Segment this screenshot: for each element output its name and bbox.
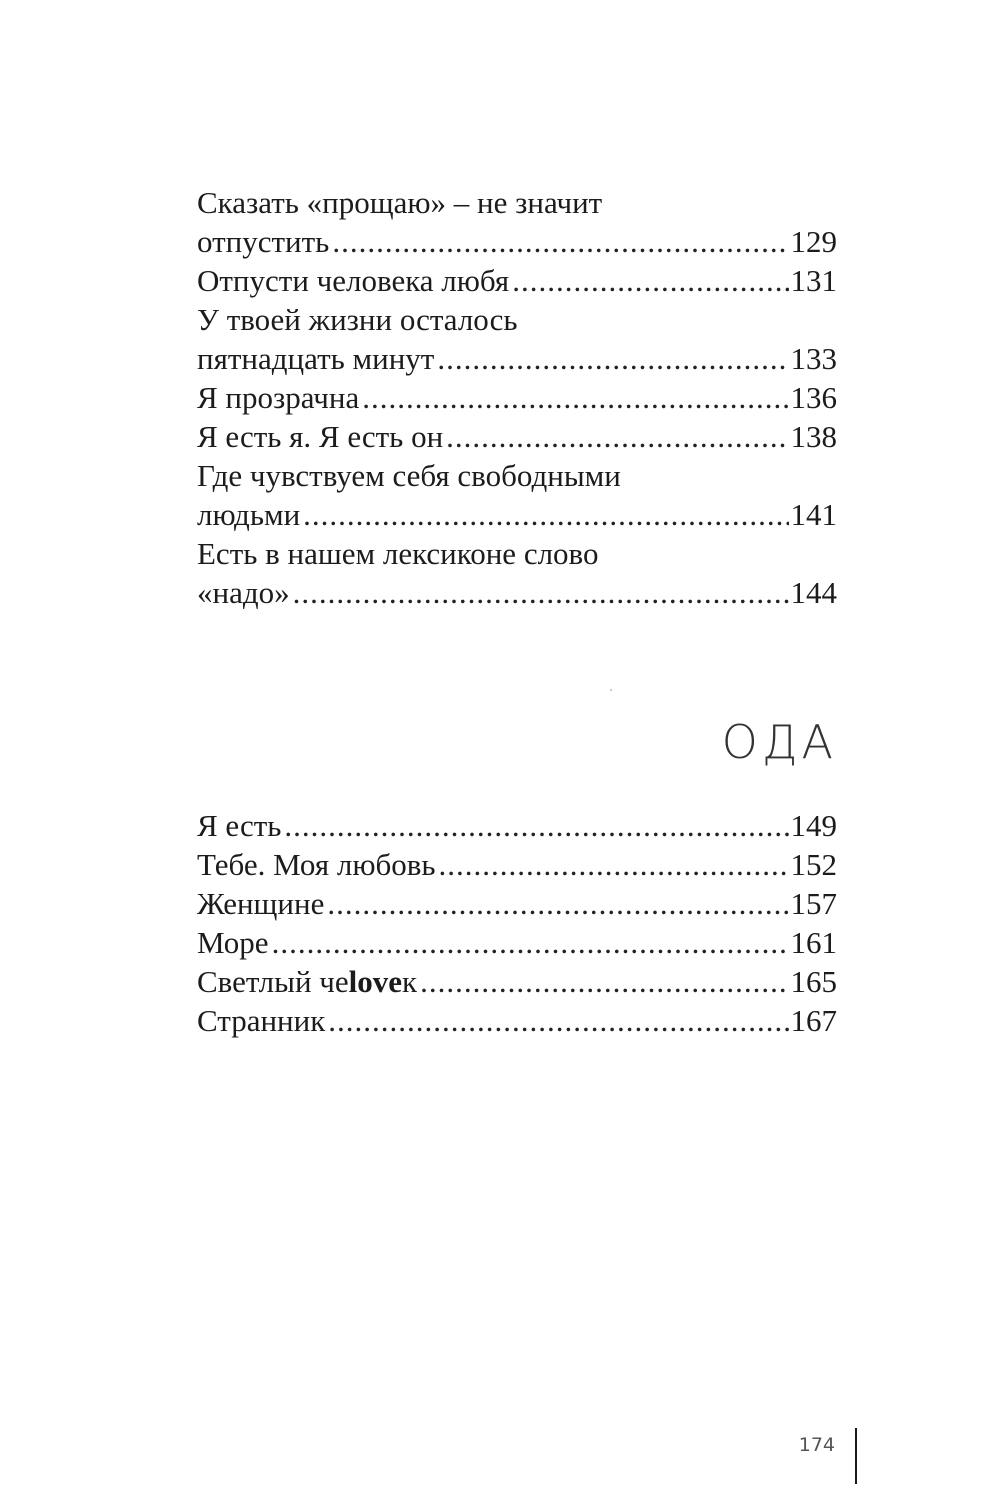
toc-page-number: 136 — [790, 380, 837, 415]
toc-entry-line — [197, 261, 837, 300]
page-number: 174 — [798, 1434, 835, 1456]
dot-leader — [293, 573, 789, 612]
toc-entry-title: отпустить — [197, 224, 330, 259]
folio-rule — [855, 1428, 857, 1484]
toc-entry-title: Я есть я. Я есть он — [197, 419, 444, 454]
toc-entry — [197, 456, 837, 534]
toc-title-bold-part: love — [348, 964, 403, 999]
toc-entry-title: Странник — [197, 1003, 326, 1038]
dot-leader — [328, 1001, 788, 1040]
toc-title-part: к — [402, 964, 418, 999]
toc-page-number: 141 — [790, 497, 837, 532]
toc-page-number: 167 — [790, 1003, 837, 1038]
toc-entry-line — [197, 884, 837, 923]
toc-entry-title: Отпусти человека любя — [197, 263, 510, 298]
toc-entry — [197, 1001, 837, 1040]
toc-entry-line — [197, 923, 837, 962]
toc-entry — [197, 417, 837, 456]
toc-entry-title: «надо» — [197, 575, 290, 610]
toc-entry-line — [197, 534, 837, 573]
toc-list-part-1 — [197, 183, 837, 612]
toc-entry-title: Где чувствуем себя свободными — [197, 458, 621, 493]
toc-page-number: 157 — [790, 886, 837, 921]
toc-list-part-2 — [197, 806, 837, 1040]
toc-entry — [197, 962, 837, 1001]
dot-leader — [284, 806, 788, 845]
toc-title-part: Светлый че — [197, 964, 349, 999]
toc-entry-line — [197, 222, 837, 261]
toc-entry — [197, 300, 837, 378]
toc-entry-line — [197, 183, 837, 222]
toc-entry-title: Я прозрачна — [197, 380, 360, 415]
dot-leader — [439, 845, 789, 884]
dot-leader — [362, 378, 788, 417]
toc-entry — [197, 261, 837, 300]
toc-entry-line — [197, 339, 837, 378]
toc-entry-title: Море — [197, 925, 269, 960]
dot-leader — [512, 261, 788, 300]
toc-entry-line — [197, 300, 837, 339]
toc-entry — [197, 534, 837, 612]
dot-leader — [327, 884, 788, 923]
toc-page-number: 144 — [790, 575, 837, 610]
toc-page-number: 129 — [790, 224, 837, 259]
section-title: ОДА — [721, 715, 837, 769]
toc-page-number: 149 — [790, 808, 837, 843]
dot-leader — [437, 339, 788, 378]
toc-entry-title: У твоей жизни осталось — [197, 302, 518, 337]
toc-page-number: 152 — [790, 847, 837, 882]
dot-leader — [420, 962, 788, 1001]
toc-page-number: 161 — [790, 925, 837, 960]
toc-entry-line — [197, 962, 837, 1001]
dot-leader — [303, 495, 788, 534]
toc-page-number: 133 — [790, 341, 837, 376]
toc-entry-title: Есть в нашем лексиконе слово — [197, 536, 599, 571]
toc-page-number: 131 — [790, 263, 837, 298]
toc-entry-line — [197, 573, 837, 612]
toc-entry-line — [197, 1001, 837, 1040]
toc-entry — [197, 923, 837, 962]
toc-page-number: 165 — [790, 964, 837, 999]
toc-entry-line — [197, 495, 837, 534]
toc-entry-title: пятнадцать минут — [197, 341, 435, 376]
toc-entry-title: Тебе. Моя любовь — [197, 847, 436, 882]
toc-entry-title: Женщине — [197, 886, 325, 921]
toc-entry — [197, 845, 837, 884]
toc-entry-line — [197, 456, 837, 495]
toc-entry-line — [197, 806, 837, 845]
dot-leader — [446, 417, 788, 456]
toc-page-number: 138 — [790, 419, 837, 454]
toc-entry — [197, 183, 837, 261]
toc-entry-title: Сказать «прощаю» – не значит — [197, 185, 603, 220]
print-speck — [610, 689, 612, 691]
toc-entry — [197, 884, 837, 923]
toc-entry — [197, 378, 837, 417]
toc-entry-line — [197, 417, 837, 456]
toc-entry-line — [197, 845, 837, 884]
toc-entry-line — [197, 378, 837, 417]
toc-entry-title — [197, 962, 417, 1001]
toc-entry-title: Я есть — [197, 808, 282, 843]
toc-entry-title: людьми — [197, 497, 301, 532]
toc-entry — [197, 806, 837, 845]
dot-leader — [332, 222, 788, 261]
dot-leader — [272, 923, 789, 962]
